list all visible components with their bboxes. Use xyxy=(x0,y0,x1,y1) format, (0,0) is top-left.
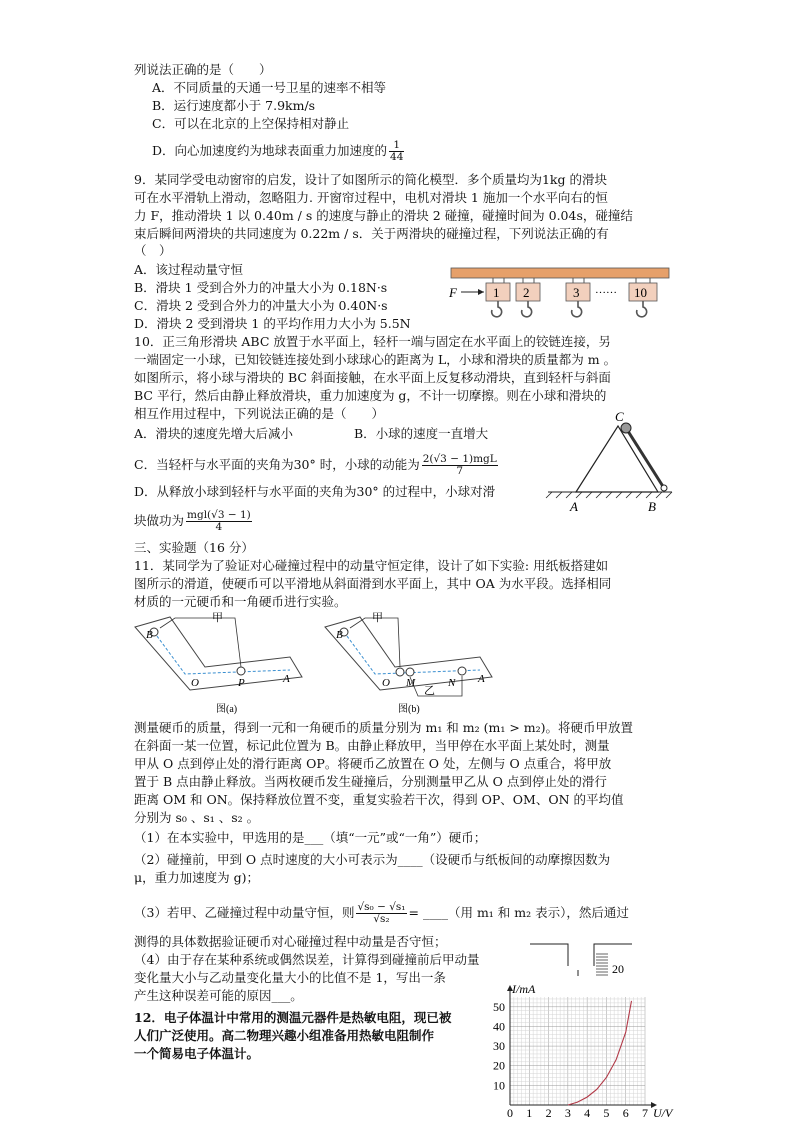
point-label-p: P xyxy=(238,677,245,689)
q11-sub-1: （1）在本实验中，甲选用的是___（填“一元”或“一角”）硬币； xyxy=(134,830,487,845)
coin-label-jia: 甲 xyxy=(372,612,383,624)
q11-figure-b xyxy=(320,612,495,717)
y-tick-label: 50 xyxy=(493,999,505,1014)
q9-line-2: 可在水平滑轨上滑动，忽略阻力. 开窗帘过程中，电机对滑块 1 施加一个水平向右的恒 xyxy=(134,190,608,205)
ball xyxy=(621,423,631,433)
q11-method-5: 距离 OM 和 ON。保持释放位置不变，重复实验若干次，得到 OP、OM、ON 的平均值 xyxy=(134,792,624,807)
q10-option-c-text: C．当轻杆与水平面的夹角为30° 时，小球的动能为 xyxy=(134,457,420,472)
thermometer-fragment xyxy=(528,940,638,982)
q8-option-c: C．可以在北京的上空保持相对静止 xyxy=(152,116,350,131)
rail-bar xyxy=(451,268,669,278)
figure-caption-a: 图(a) xyxy=(216,704,238,715)
force-label: F xyxy=(449,285,457,300)
q11-sub-2a: （2）碰撞前，甲到 O 点时速度的大小可表示为____（设硬币与纸板间的动摩擦因数为 xyxy=(134,852,611,867)
light-rod xyxy=(626,428,664,488)
q10-c-numerator: 2(√3 − 1)mgL xyxy=(422,453,497,465)
q11-method-6: 分别为 s₀ 、s₁ 、s₂ 。 xyxy=(134,810,260,825)
x-axis-label: U/V xyxy=(653,1106,673,1120)
q8-option-a: A．不同质量的天通一号卫星的速率不相等 xyxy=(152,80,387,95)
q10-option-c xyxy=(134,454,500,477)
q9-rail-figure xyxy=(445,264,675,334)
q8-stem-tail: 列说法正确的是（ ） xyxy=(134,62,272,77)
coin-jia xyxy=(396,668,404,676)
q11-method-1: 测量硬币的质量，得到一元和一角硬币的质量分别为 m₁ 和 m₂ (m₁ > m₂)。将硬币甲放置 xyxy=(134,720,634,735)
block-label-2: 2 xyxy=(523,285,530,300)
q11-sub-4a: （4）由于存在某种系统或偶然误差，计算得到碰撞前后甲动量 xyxy=(134,952,480,967)
coin-label-jia: 甲 xyxy=(212,612,223,624)
q9-line-1: 9．某同学受电动窗帘的启发，设计了如图所示的简化模型．多个质量均为1kg 的滑块 xyxy=(134,172,607,187)
iv-chart xyxy=(485,983,685,1123)
point-label-m: M xyxy=(406,677,416,689)
q10-c-denominator: 7 xyxy=(456,465,464,477)
q12-line-1: 12．电子体温计中常用的测温元器件是热敏电阻，现已被 xyxy=(134,1010,452,1025)
hook-icons xyxy=(492,301,647,317)
q8-option-d xyxy=(152,140,406,163)
arrow-head-icon xyxy=(478,289,484,295)
coin-yi xyxy=(406,668,414,676)
q11-sub-3-fraction xyxy=(356,902,406,925)
q11-line-2: 图所示的滑道，使硬币可以平滑地从斜面滑到水平面上，其中 OA 为水平段。选择相同 xyxy=(134,576,612,591)
q11-s3-numerator: √s₀ − √s₁ xyxy=(357,901,406,913)
point-label-n: N xyxy=(448,677,456,689)
q9-option-d: D．滑块 2 受到滑块 1 的平均作用力大小为 5.5N xyxy=(134,316,411,331)
q9-option-a: A．该过程动量守恒 xyxy=(134,262,244,277)
q10-line-1: 10．正三角形滑块 ABC 放置于水平面上，轻杆一端与固定在水平面上的铰链连接，另 xyxy=(134,334,611,349)
q11-method-2: 在斜面一某一位置，标记此位置为 B。由静止释放甲，当甲停在水平面上某处时，测量 xyxy=(134,738,610,753)
q9-line-5: （ ） xyxy=(134,243,172,258)
y-tick-label: 20 xyxy=(493,1058,505,1073)
vertex-label-b: B xyxy=(648,499,656,514)
y-tick-label: 30 xyxy=(493,1039,505,1054)
q11-figure-a xyxy=(130,612,305,717)
q10-option-a: A．滑块的速度先增大后减小 xyxy=(134,426,294,441)
q10-option-d-fraction xyxy=(186,510,252,533)
q11-sub-4b: 变化量大小与乙动量变化量大小的比值不是 1，写出一条 xyxy=(134,970,446,985)
q11-sub-2b: μ，重力加速度为 g)； xyxy=(134,870,259,885)
path-line xyxy=(154,632,290,674)
q11-sub-3 xyxy=(134,902,629,925)
point-label-b: B xyxy=(336,629,343,641)
q10-option-b: B．小球的速度一直增大 xyxy=(354,426,489,441)
x-tick-label: 7 xyxy=(642,1106,648,1120)
q9-line-3: 力 F，推动滑块 1 以 0.40m / s 的速度与静止的滑块 2 碰撞，碰撞时间为 0.04s，碰撞结 xyxy=(134,208,633,223)
y-axis-label: I/mA xyxy=(512,982,536,996)
coin-at-n xyxy=(458,667,466,675)
q10-line-2: 一端固定一小球，已知铰链连接处到小球球心的距离为 L，小球和滑块的质量都为 m 。 xyxy=(134,352,617,367)
point-label-a: A xyxy=(283,673,290,685)
q12-line-2: 人们广泛使用。高二物理兴趣小组准备用热敏电阻制作 xyxy=(134,1028,435,1043)
x-tick-label: 2 xyxy=(545,1106,552,1120)
q11-line-1: 11．某同学为了验证对心碰撞过程中的动量守恒定律，设计了如下实验: 用纸板搭建如 xyxy=(134,558,609,573)
q10-option-c-fraction xyxy=(422,454,498,477)
x-tick-label: 6 xyxy=(622,1106,629,1120)
q11-method-4: 置于 B 点由静止释放。当两枚硬币发生碰撞后，分别测量甲乙从 O 点到停止处的滑行 xyxy=(134,774,607,789)
vertex-label-a: A xyxy=(570,499,578,514)
q10-option-d-text: 块做功为 xyxy=(134,513,185,528)
point-label-o: O xyxy=(382,677,390,689)
q10-option-d-line-2 xyxy=(134,510,254,533)
y-tick-label: 40 xyxy=(493,1019,505,1034)
q8-option-d-fraction xyxy=(389,140,404,163)
block-label-1: 1 xyxy=(493,285,500,300)
q10-line-4: BC 平行，然后由静止释放滑块，重力加速度为 g，不计一切摩擦。则在小球和滑块的 xyxy=(134,388,607,403)
q8-d-numerator: 1 xyxy=(389,140,404,152)
q8-option-b: B．运行速度都小于 7.9km/s xyxy=(152,98,316,113)
point-label-a: A xyxy=(478,673,485,685)
q11-line-3: 材质的一元硬币和一角硬币进行实验。 xyxy=(134,594,347,609)
hinge xyxy=(661,485,667,491)
q10-triangle-figure xyxy=(540,408,680,518)
q8-option-d-text: D．向心加速度约为地球表面重力加速度的 xyxy=(152,143,388,158)
x-tick-label: 0 xyxy=(507,1106,513,1120)
q11-method-3: 甲从 O 点到停止处的滑行距离 OP。将硬币乙放置在 O 处，左侧与 O 点重合，将甲放 xyxy=(134,756,612,771)
q10-line-3: 如图所示，将小球与滑块的 BC 斜面接触，在水平面上反复移动滑块，直到轻杆与斜面 xyxy=(134,370,611,385)
block-ellipsis: …… xyxy=(595,284,617,296)
section-3-heading: 三、实验题（16 分） xyxy=(134,540,254,555)
block-label-3: 3 xyxy=(573,285,580,300)
q8-d-denominator: 44 xyxy=(390,151,404,163)
q9-option-c: C．滑块 2 受到合外力的冲量大小为 0.40N·s xyxy=(134,298,388,313)
vertex-label-c: C xyxy=(615,409,624,424)
point-label-b: B xyxy=(146,629,153,641)
x-tick-label: 5 xyxy=(603,1106,610,1120)
q11-sub-3b: 测得的具体数据验证硬币对心碰撞过程中动量是否守恒； xyxy=(134,934,447,949)
coin-label-yi: 乙 xyxy=(424,685,435,697)
leader-line-jia xyxy=(350,618,400,667)
q9-line-4: 束后瞬间两滑块的共同速度为 0.22m / s．关于两滑块的碰撞过程，下列说法正确的有 xyxy=(134,226,609,241)
point-label-o: O xyxy=(191,677,199,689)
q10-line-5: 相互作用过程中，下列说法正确的是（ ） xyxy=(134,406,385,421)
q12-line-3: 一个简易电子体温计。 xyxy=(134,1046,260,1061)
coin-at-p xyxy=(237,667,245,675)
x-tick-label: 3 xyxy=(564,1106,571,1120)
block-label-10: 10 xyxy=(634,285,647,300)
y-tick-label: 10 xyxy=(493,1078,505,1093)
q11-sub-3-post: = ____（用 m₁ 和 m₂ 表示），然后通过 xyxy=(408,905,629,920)
leader-line xyxy=(160,618,241,667)
q9-option-b: B．滑块 1 受到合外力的冲量大小为 0.18N·s xyxy=(134,280,388,295)
q11-s3-denominator: √s₂ xyxy=(373,913,390,925)
q10-option-d-line-1: D．从释放小球到轻杆与水平面的夹角为30° 的过程中，小球对滑 xyxy=(134,484,496,499)
q11-sub-3-pre: （3）若甲、乙碰撞过程中动量守恒，则 xyxy=(134,905,355,920)
thermometer-label: 20 xyxy=(612,962,624,976)
x-tick-label: 1 xyxy=(526,1106,533,1120)
q11-sub-4c: 产生这种误差可能的原因___。 xyxy=(134,988,303,1003)
q10-d-numerator: mgl(√3 − 1) xyxy=(187,509,251,521)
x-tick-label: 4 xyxy=(584,1106,591,1120)
figure-caption-b: 图(b) xyxy=(398,704,420,715)
q10-d-denominator: 4 xyxy=(215,521,223,533)
